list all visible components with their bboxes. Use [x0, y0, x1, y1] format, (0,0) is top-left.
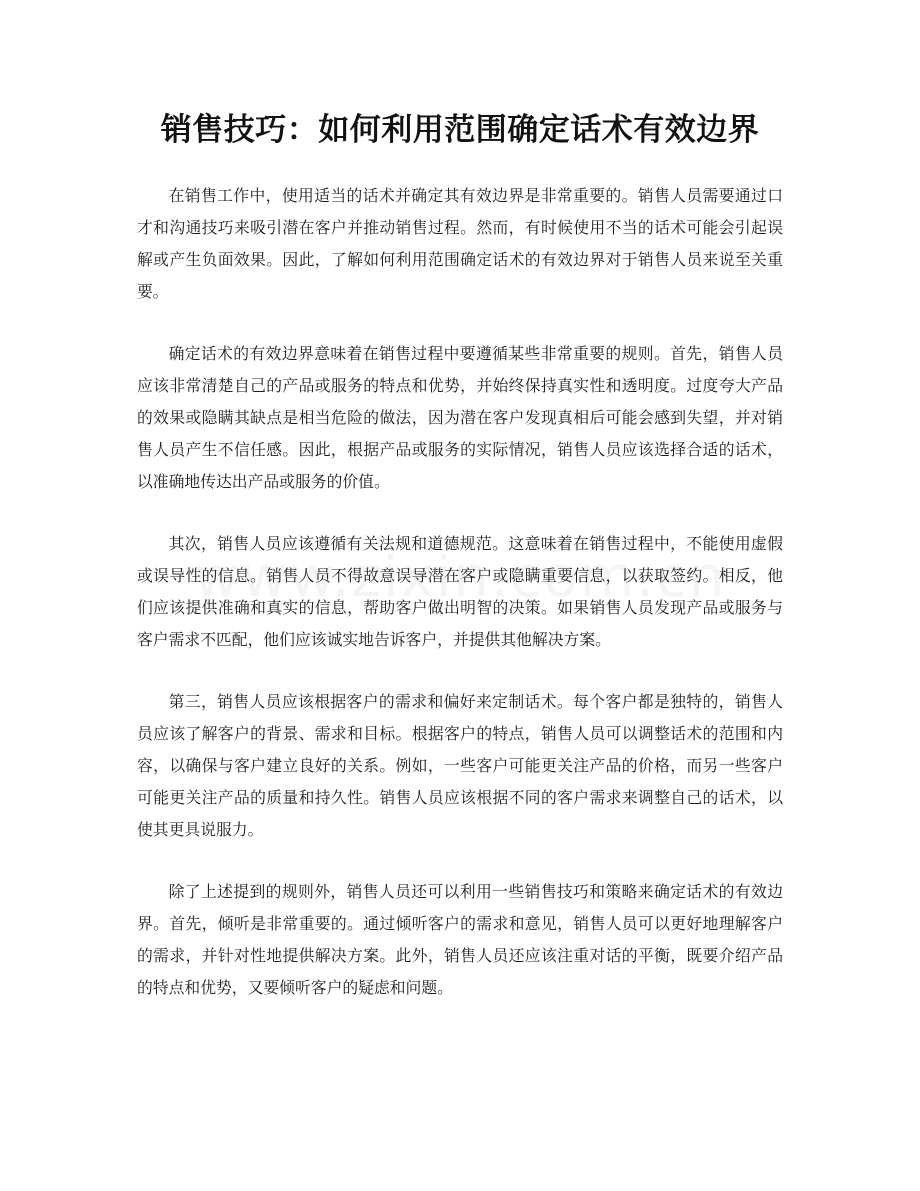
paragraph-4: 第三，销售人员应该根据客户的需求和偏好来定制话术。每个客户都是独特的，销售人员应该了解客户的背景、需求和目标。根据客户的特点，销售人员可以调整话术的范围和内容，以确保与客户建立良好的关系。例如，一些客户可能更关注产品的价格，而另一些客户可能更关注产品的质量和持久性。销售人员应该根据不同的客户需求来调整自己的话术，以使其更具说服力。 — [137, 692, 783, 839]
paragraph-2: 确定话术的有效边界意味着在销售过程中要遵循某些非常重要的规则。首先，销售人员应该非常清楚自己的产品或服务的特点和优势，并始终保持真实性和透明度。过度夸大产品的效果或隐瞒其缺点是相当危险的做法，因为潜在客户发现真相后可能会感到失望，并对销售人员产生不信任感。因此，根据产品或服务的实际情况，销售人员应该选择合适的话术，以准确地传达出产品或服务的价值。 — [137, 344, 783, 491]
document-body — [137, 180, 783, 1034]
paragraph-5: 除了上述提到的规则外，销售人员还可以利用一些销售技巧和策略来确定话术的有效边界。首先，倾听是非常重要的。通过倾听客户的需求和意见，销售人员可以更好地理解客户的需求，并针对性地提供解决方案。此外，销售人员还应该注重对话的平衡，既要介绍产品的特点和优势，又要倾听客户的疑虑和问题。 — [137, 882, 783, 997]
paragraph-3: 其次，销售人员应该遵循有关法规和道德规范。这意味着在销售过程中，不能使用虚假或误导性的信息。销售人员不得故意误导潜在客户或隐瞒重要信息，以获取签约。相反，他们应该提供准确和真实的信息，帮助客户做出明智的决策。如果销售人员发现产品或服务与客户需求不匹配，他们应该诚实地告诉客户，并提供其他解决方案。 — [137, 534, 783, 649]
paragraph-1: 在销售工作中，使用适当的话术并确定其有效边界是非常重要的。销售人员需要通过口才和沟通技巧来吸引潜在客户并推动销售过程。然而，有时候使用不当的话术可能会引起误解或产生负面效果。因此，了解如何利用范围确定话术的有效边界对于销售人员来说至关重要。 — [137, 186, 783, 301]
page-title: 销售技巧：如何利用范围确定话术有效边界 — [160, 112, 760, 148]
